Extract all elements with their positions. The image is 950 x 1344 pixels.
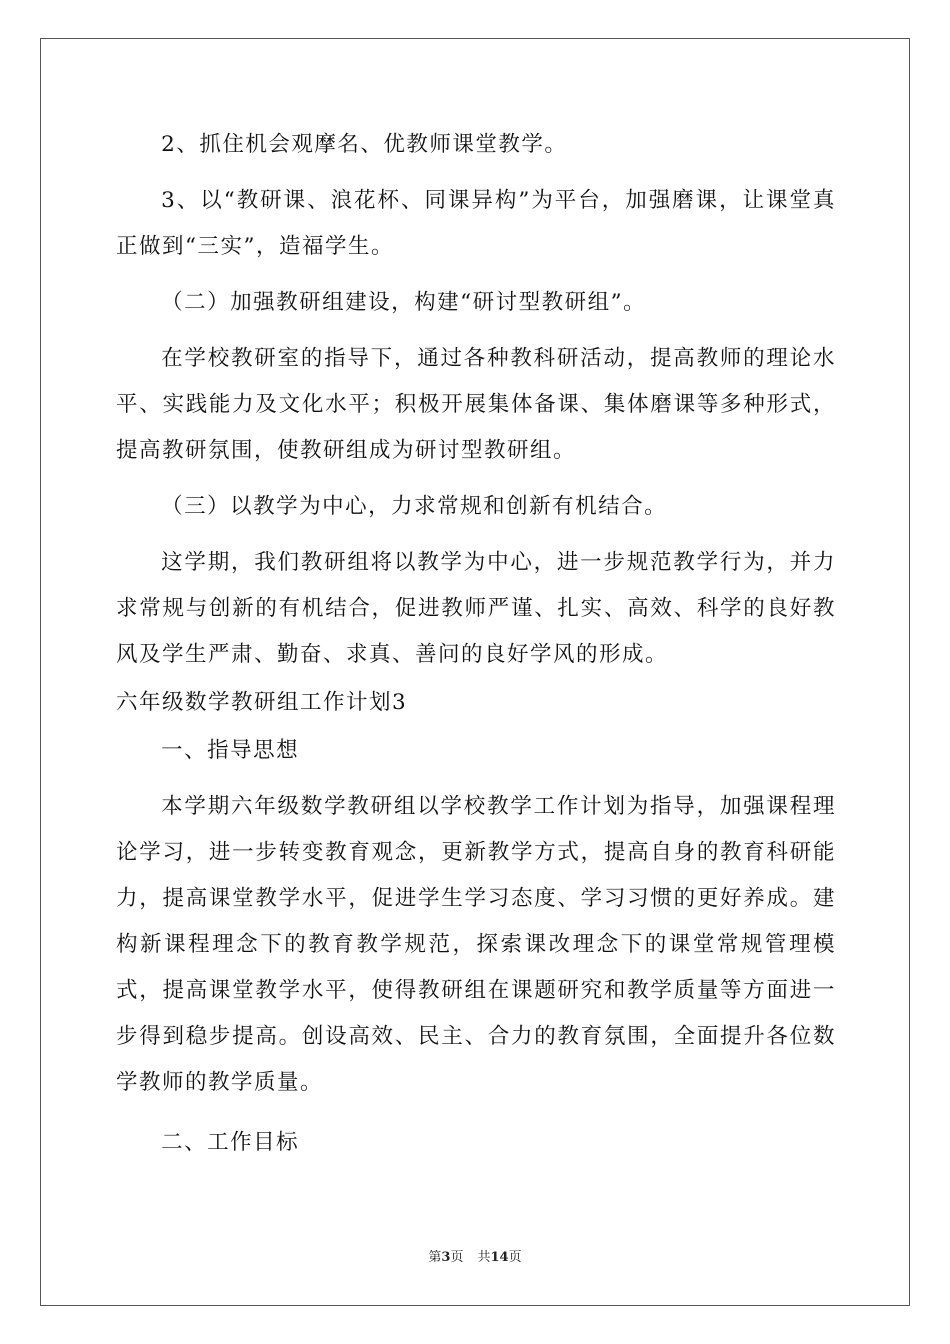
footer-page-number: 3 <box>441 1250 451 1265</box>
paragraph: 在学校教研室的指导下，通过各种教科研活动，提高教师的理论水平、实践能力及文化水平；积极开展集体备课、集体磨课等多种形式，提高教研氛围，使教研组成为研讨型教研组。 <box>116 346 836 463</box>
paragraph: 2、抓住机会观摩名、优教师课堂教学。 <box>161 132 568 157</box>
footer-total-prefix: 共 <box>477 1250 491 1265</box>
footer-total-pages: 14 <box>490 1250 509 1265</box>
page-footer <box>0 1246 950 1265</box>
footer-total-suffix: 页 <box>508 1250 522 1265</box>
section-heading: 二、工作目标 <box>161 1130 300 1155</box>
paragraph: 本学期六年级数学教研组以学校教学工作计划为指导，加强课程理论学习，进一步转变教育观念，更新教学方式，提高自身的教育科研能力，提高课堂教学水平，促进学生学习态度、学习习惯的更好养成。建构新课程理念下的教育教学规范，探索课改理念下的课堂常规管理模式，提高课堂教学水平，使得教研组在课题研究和教学质量等方面进一步得到稳步提高。创设高效、民主、合力的教育氛围，全面提升各位数学教师的教学质量。 <box>116 794 836 1095</box>
document-body <box>116 122 836 1166</box>
paragraph: 这学期，我们教研组将以教学为中心，进一步规范教学行为，并力求常规与创新的有机结合，促进教师严谨、扎实、高效、科学的良好教风及学生严肃、勤奋、求真、善问的良好学风的形成。 <box>116 550 836 667</box>
paragraph: 3、以“教研课、浪花杯、同课异构”为平台，加强磨课，让课堂真正做到“三实”，造福学生。 <box>116 188 836 259</box>
section-heading: 一、指导思想 <box>161 738 300 763</box>
section-heading: （二）加强教研组建设，构建“研讨型教研组”。 <box>161 290 647 315</box>
section-heading: （三）以教学为中心，力求常规和创新有机结合。 <box>161 494 668 519</box>
footer-prefix: 第 <box>428 1250 442 1265</box>
document-title: 六年级数学教研组工作计划3 <box>116 690 408 715</box>
footer-page-suffix: 页 <box>450 1250 464 1265</box>
